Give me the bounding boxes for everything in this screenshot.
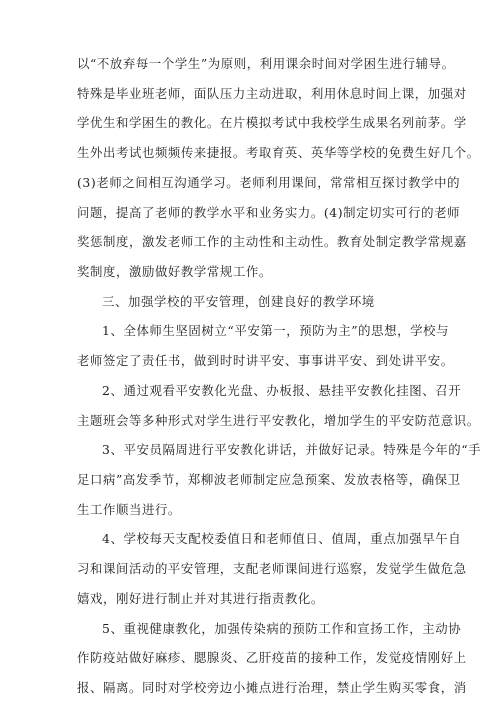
text-line: 生工作顺当进行。 bbox=[77, 502, 181, 517]
text-line: 习和课间活动的平安管理，支配老师课间进行巡察，发觉学生做危急 bbox=[77, 561, 467, 576]
text-line: 报、隔离。同时对学校旁边小摊点进行治理，禁止学生购买零食，消 bbox=[77, 680, 467, 695]
text-line: 5、重视健康教化，加强传染病的预防工作和宣扬工作，主动协 bbox=[102, 621, 462, 636]
text-line: 学优生和学困生的教化。在片模拟考试中我校学生成果名列前茅。学 bbox=[77, 115, 467, 130]
text-line: 生外出考试也频频传来捷报。考取育英、英华等学校的免费生好几个。 bbox=[77, 145, 480, 160]
text-line: 奖制度，激励做好教学常规工作。 bbox=[77, 264, 272, 279]
text-line: 奖惩制度，激发老师工作的主动性和主动性。教育处制定教学常规嘉 bbox=[77, 234, 467, 249]
text-line: 足口病”高发季节，郑柳波老师制定应急预案、发放表格等，确保卫 bbox=[77, 472, 461, 487]
text-line: 1、全体师生坚固树立“平安第一，预防为主”的思想，学校与 bbox=[102, 323, 450, 338]
section-heading: 三、加强学校的平安管理，创建良好的教学环境 bbox=[102, 294, 375, 309]
text-line: 2、通过观看平安教化光盘、办板报、悬挂平安教化挂图、召开 bbox=[102, 383, 462, 398]
text-line: 主题班会等多种形式对学生进行平安教化，增加学生的平安防范意识。 bbox=[77, 413, 480, 428]
text-line: 3、平安员隔周进行平安教化讲话，并做好记录。特殊是今年的“手 bbox=[102, 442, 482, 457]
text-line: 以“不放弃每一个学生”为原则，利用课余时间对学困生进行辅导。 bbox=[77, 56, 455, 71]
text-line: 作防疫站做好麻疹、腮腺炎、乙肝疫苗的接种工作，发觉疫情刚好上 bbox=[77, 650, 467, 665]
text-line: 嬉戏，刚好进行制止并对其进行指责教化。 bbox=[77, 591, 324, 606]
text-line: 4、学校每天支配校委值日和老师值日、值周，重点加强早午自 bbox=[102, 531, 462, 546]
text-line: 问题，提高了老师的教学水平和业务实力。(4)制定切实可行的老师 bbox=[77, 205, 461, 220]
text-line: 特殊是毕业班老师，面队压力主动进取，利用休息时间上课，加强对 bbox=[77, 86, 467, 101]
text-line: 老师签定了责任书，做到时时讲平安、事事讲平安、到处讲平安。 bbox=[77, 353, 454, 368]
text-line: (3)老师之间相互沟通学习。老师利用课间，常常相互探讨教学中的 bbox=[77, 175, 461, 190]
